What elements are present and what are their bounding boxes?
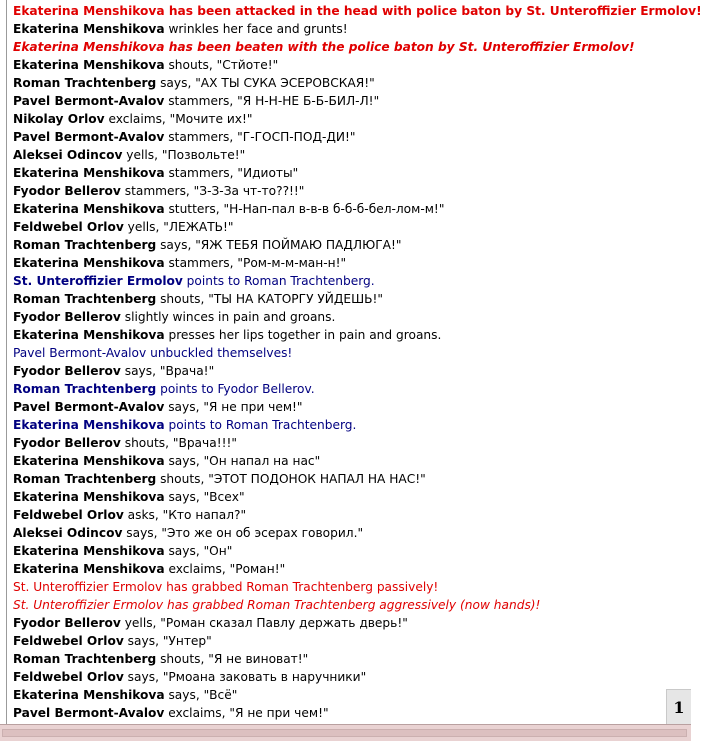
- chat-message: [13, 614, 691, 632]
- speaker-name[interactable]: Feldwebel Orlov: [13, 220, 124, 234]
- message-text: shouts, "ТЫ НА КАТОРГУ УЙДЕШЬ!": [156, 292, 384, 306]
- chat-message: [13, 362, 691, 380]
- speaker-name[interactable]: Fyodor Bellerov: [13, 364, 121, 378]
- chat-left-border: [6, 0, 7, 724]
- speaker-name[interactable]: Nikolay Orlov: [13, 112, 105, 126]
- speaker-name[interactable]: Feldwebel Orlov: [13, 634, 124, 648]
- message-text: stammers, "Идиоты": [164, 166, 299, 180]
- message-text: says, "АХ ТЫ СУКА ЭСЕРОВСКАЯ!": [156, 76, 375, 90]
- message-text: stammers, "З-З-За чт-то??!!": [120, 184, 305, 198]
- speaker-name[interactable]: Ekaterina Menshikova: [13, 22, 165, 36]
- chat-message: [13, 704, 691, 722]
- chat-message: [13, 416, 691, 434]
- message-text: says, "Всё": [164, 688, 238, 702]
- speaker-name[interactable]: Pavel Bermont-Avalov: [13, 400, 165, 414]
- message-text: shouts, "Стйоте!": [164, 58, 279, 72]
- chat-message: [13, 290, 691, 308]
- scrollbar-track[interactable]: [2, 729, 687, 737]
- speaker-name[interactable]: Roman Trachtenberg: [13, 76, 157, 90]
- speaker-name[interactable]: Pavel Bermont-Avalov: [13, 130, 165, 144]
- speaker-name[interactable]: Ekaterina Menshikova: [13, 40, 165, 54]
- chat-message: [13, 452, 691, 470]
- message-text: shouts, "Я не виноват!": [156, 652, 309, 666]
- message-text: says, "ЯЖ ТЕБЯ ПОЙМАЮ ПАДЛЮГА!": [156, 238, 402, 252]
- message-text: exclaims, "Роман!": [164, 562, 286, 576]
- chat-message: [13, 308, 691, 326]
- speaker-name[interactable]: Aleksei Odincov: [13, 148, 123, 162]
- chat-message: [13, 218, 691, 236]
- chat-message: [13, 542, 691, 560]
- speaker-name[interactable]: Ekaterina Menshikova: [13, 202, 165, 216]
- speaker-name[interactable]: Fyodor Bellerov: [13, 310, 121, 324]
- chat-message: [13, 596, 691, 614]
- speaker-name[interactable]: Feldwebel Orlov: [13, 508, 124, 522]
- message-text: says, "Он": [164, 544, 233, 558]
- chat-message: [13, 560, 691, 578]
- chat-message: [13, 2, 702, 20]
- speaker-name[interactable]: Ekaterina Menshikova: [13, 4, 165, 18]
- message-text: shouts, "Врача!!!": [120, 436, 237, 450]
- chat-message: [13, 578, 691, 596]
- message-text: says, "Он напал на нас": [164, 454, 321, 468]
- chat-message: [13, 272, 691, 290]
- chat-message: [13, 110, 691, 128]
- speaker-name[interactable]: Ekaterina Menshikova: [13, 490, 165, 504]
- message-text: says, "Рмоана заковать в наручники": [123, 670, 367, 684]
- message-text: St. Unteroffizier Ermolov has grabbed Roman Trachtenberg aggressively (now hands)!: [13, 598, 541, 612]
- chat-message: [13, 254, 691, 272]
- chat-message: [13, 434, 691, 452]
- speaker-name[interactable]: Feldwebel Orlov: [13, 670, 124, 684]
- message-text: says, "Всех": [164, 490, 245, 504]
- speaker-name[interactable]: Ekaterina Menshikova: [13, 562, 165, 576]
- page-indicator[interactable]: 1: [666, 689, 691, 725]
- speaker-name[interactable]: Ekaterina Menshikova: [13, 58, 165, 72]
- message-text: stammers, "Ром-м-м-ман-н!": [164, 256, 347, 270]
- chat-message: [13, 38, 691, 56]
- message-text: yells, "Роман сказал Павлу держать дверь!": [120, 616, 408, 630]
- speaker-name[interactable]: Roman Trachtenberg: [13, 238, 157, 252]
- chat-message: [13, 344, 691, 362]
- message-text: says, "Унтер": [123, 634, 212, 648]
- chat-message: [13, 92, 691, 110]
- chat-message: [13, 488, 691, 506]
- chat-message: [13, 74, 691, 92]
- speaker-name[interactable]: St. Unteroffizier Ermolov: [13, 274, 183, 288]
- bottom-scrollbar[interactable]: [0, 724, 691, 741]
- message-text: wrinkles her face and grunts!: [164, 22, 348, 36]
- speaker-name[interactable]: Pavel Bermont-Avalov: [13, 94, 165, 108]
- speaker-name[interactable]: Aleksei Odincov: [13, 526, 123, 540]
- message-text: presses her lips together in pain and groans.: [164, 328, 442, 342]
- message-text: points to Roman Trachtenberg.: [164, 418, 357, 432]
- speaker-name[interactable]: Pavel Bermont-Avalov: [13, 706, 165, 720]
- speaker-name[interactable]: Ekaterina Menshikova: [13, 544, 165, 558]
- chat-message: [13, 182, 691, 200]
- speaker-name[interactable]: Ekaterina Menshikova: [13, 418, 165, 432]
- message-text: shouts, "ЭТОТ ПОДОНОК НАПАЛ НА НАС!": [156, 472, 426, 486]
- chat-message: [13, 20, 691, 38]
- chat-message: [13, 506, 691, 524]
- speaker-name[interactable]: Fyodor Bellerov: [13, 436, 121, 450]
- speaker-name[interactable]: Fyodor Bellerov: [13, 616, 121, 630]
- speaker-name[interactable]: Ekaterina Menshikova: [13, 166, 165, 180]
- message-text: asks, "Кто напал?": [123, 508, 247, 522]
- chat-message: [13, 632, 691, 650]
- message-text: points to Fyodor Bellerov.: [156, 382, 315, 396]
- message-text: Pavel Bermont-Avalov unbuckled themselves!: [13, 346, 293, 360]
- chat-message: [13, 146, 691, 164]
- message-text: has been attacked in the head with police baton by St. Unteroffizier Ermolov!: [164, 4, 702, 18]
- speaker-name[interactable]: Fyodor Bellerov: [13, 184, 121, 198]
- chat-message: [13, 470, 691, 488]
- message-text: St. Unteroffizier Ermolov has grabbed Roman Trachtenberg passively!: [13, 580, 439, 594]
- chat-message: [13, 668, 691, 686]
- chat-message: [13, 650, 691, 668]
- speaker-name[interactable]: Roman Trachtenberg: [13, 652, 157, 666]
- message-text: says, "Врача!": [120, 364, 215, 378]
- speaker-name[interactable]: Roman Trachtenberg: [13, 472, 157, 486]
- chat-message: [13, 524, 691, 542]
- chat-message: [13, 686, 691, 704]
- speaker-name[interactable]: Roman Trachtenberg: [13, 292, 157, 306]
- speaker-name[interactable]: Ekaterina Menshikova: [13, 454, 165, 468]
- message-text: yells, "Позвольте!": [122, 148, 246, 162]
- message-text: stammers, "Я Н-Н-НЕ Б-Б-БИЛ-Л!": [164, 94, 380, 108]
- chat-message: [13, 380, 691, 398]
- chat-message: [13, 200, 691, 218]
- chat-message: [13, 164, 691, 182]
- speaker-name[interactable]: Ekaterina Menshikova: [13, 688, 165, 702]
- message-text: points to Roman Trachtenberg.: [182, 274, 375, 288]
- chat-message: [13, 56, 691, 74]
- message-text: slightly winces in pain and groans.: [120, 310, 336, 324]
- speaker-name[interactable]: Ekaterina Menshikova: [13, 328, 165, 342]
- speaker-name[interactable]: Ekaterina Menshikova: [13, 256, 165, 270]
- message-text: says, "Это же он об эсерах говорил.": [122, 526, 364, 540]
- message-text: exclaims, "Мочите их!": [104, 112, 253, 126]
- message-text: stammers, "Г-ГОСП-ПОД-ДИ!": [164, 130, 356, 144]
- message-text: says, "Я не при чем!": [164, 400, 303, 414]
- message-text: has been beaten with the police baton by St. Unteroffizier Ermolov!: [164, 40, 635, 54]
- chat-message: [13, 236, 691, 254]
- chat-lines: [13, 2, 702, 740]
- chat-message: [13, 398, 691, 416]
- message-text: exclaims, "Я не при чем!": [164, 706, 329, 720]
- message-text: yells, "ЛЕЖАТЬ!": [123, 220, 234, 234]
- chat-message: [13, 128, 691, 146]
- speaker-name[interactable]: Roman Trachtenberg: [13, 382, 157, 396]
- chat-message: [13, 326, 691, 344]
- message-text: stutters, "Н-Нап-пал в-в-в б-б-б-бел-лом-м!": [164, 202, 445, 216]
